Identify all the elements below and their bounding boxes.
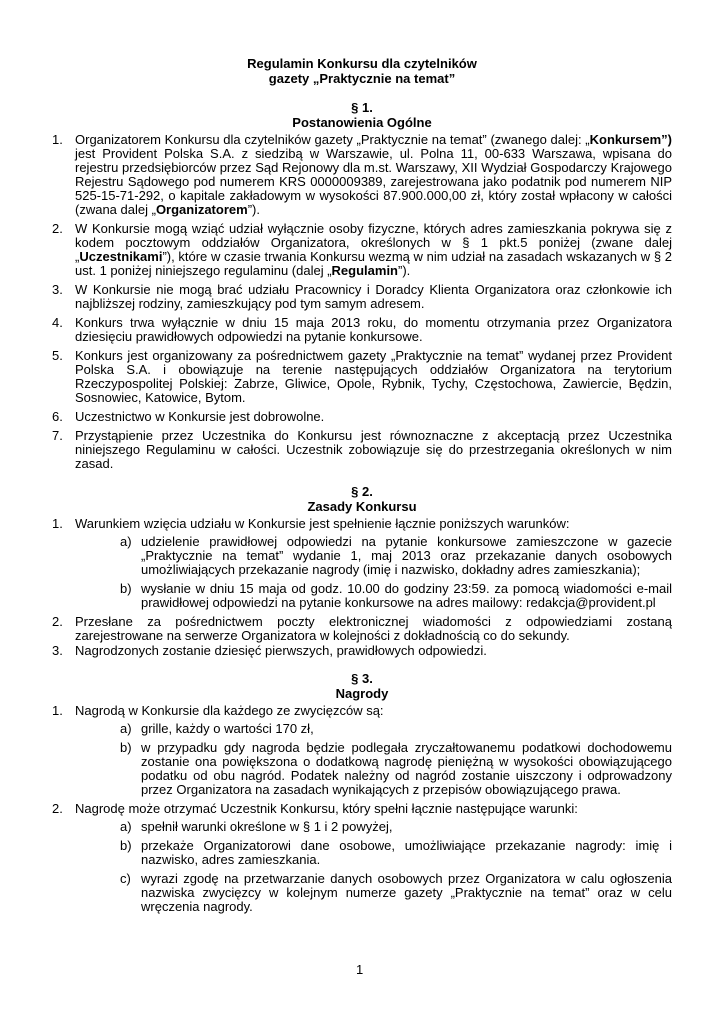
bold-term: Organizatorem [155, 202, 248, 217]
item-number: 1. [52, 516, 63, 531]
section-number: § 2. [351, 484, 373, 499]
section-number: § 3. [351, 671, 373, 686]
item-text [75, 644, 672, 658]
item-text [75, 517, 672, 615]
sub-item-text: przekaże Organizatorowi dane osobowe, umożliwiające przekazanie nagrody: imię i nazwisko, adres zamieszkania. [141, 838, 672, 867]
bold-term: Konkursem”) [589, 132, 672, 147]
page-number: 1 [356, 962, 364, 977]
document-page [52, 56, 672, 919]
item-number: 3. [52, 282, 63, 297]
text-segment: W Konkursie mogą wziąć udział wyłącznie osoby fizyczne, których adres zamieszkania pokrywa się z kodem pocztowym oddziałów Organizatora, określonych w § 1 pkt.5 poniżej (zwane dalej „ [75, 221, 672, 264]
item-number: 1. [52, 132, 63, 147]
sub-item-label: a) [120, 721, 132, 736]
list-item [52, 133, 672, 217]
section-header [52, 484, 672, 514]
list-item [52, 429, 672, 471]
list-item [52, 517, 672, 615]
bold-term: Regulamin [331, 263, 399, 278]
item-number: 5. [52, 348, 63, 363]
sub-item-label: b) [120, 581, 132, 596]
item-text [75, 283, 672, 311]
bold-term: Uczestnikami [79, 249, 163, 264]
list-item [52, 222, 672, 278]
sub-list [120, 535, 672, 610]
list-item [52, 802, 672, 919]
item-text [75, 222, 672, 278]
item-text [75, 133, 672, 217]
document-title [52, 56, 672, 86]
item-number: 4. [52, 315, 63, 330]
list-item [52, 644, 672, 658]
sub-item-label: a) [120, 819, 132, 834]
text-segment: Organizatorem Konkursu dla czytelników gazety „Praktycznie na temat” (zwanego dalej: „ [75, 132, 590, 147]
text-segment: Przystąpienie przez Uczestnika do Konkursu jest równoznaczne z akceptacją przez Uczestnika niniejszego Regulaminu w całości. Uczestnik zobowiązuje się do przestrzegania określonych w nim zasad. [75, 428, 672, 471]
sub-list [120, 820, 672, 914]
sub-item-label: b) [120, 740, 132, 755]
item-text [75, 316, 672, 344]
item-text [75, 704, 672, 802]
list-item [52, 410, 672, 424]
sub-item [120, 872, 672, 914]
section-header [52, 671, 672, 701]
sections [52, 100, 672, 919]
text-segment: ”). [398, 263, 411, 278]
text-segment: Konkurs trwa wyłącznie w dniu 15 maja 2013 roku, do momentu otrzymania przez Organizatora dziesięciu prawidłowych odpowiedzi na pytanie konkursowe. [75, 315, 672, 344]
sub-item [120, 839, 672, 867]
section-number: § 1. [351, 100, 373, 115]
item-text [75, 615, 672, 643]
text-segment: W Konkursie nie mogą brać udziału Pracownicy i Doradcy Klienta Organizatora oraz członkowie ich najbliższej rodziny, zamieszkujący pod tym samym adresem. [75, 282, 672, 311]
item-number: 3. [52, 643, 63, 658]
item-number: 2. [52, 614, 63, 629]
section-header [52, 100, 672, 130]
section-heading: Nagrody [335, 686, 389, 701]
sub-item-text: wysłanie w dniu 15 maja od godz. 10.00 do godziny 23:59. za pomocą wiadomości e-mail prawidłowej odpowiedzi na pytanie konkursowe na adres mailowy: redakcja@provident.pl [141, 581, 672, 610]
text-segment: Nagrodę może otrzymać Uczestnik Konkursu, który spełni łącznie następujące warunki: [75, 801, 578, 816]
text-segment: ”). [247, 202, 260, 217]
sub-item [120, 582, 672, 610]
text-segment: Nagrodzonych zostanie dziesięć pierwszych, prawidłowych odpowiedzi. [75, 643, 487, 658]
item-number: 6. [52, 409, 63, 424]
item-text [75, 349, 672, 405]
sub-item-label: b) [120, 838, 132, 853]
sub-item-text: w przypadku gdy nagroda będzie podlegała zryczałtowanemu podatkowi dochodowemu zostanie ona powiększona o dodatkową nagrodę pieniężną w wysokości obowiązującego podatku od obu nagród. Podatek należny od nagród zostanie uiszczony i odprowadzony przez Organizatora na zasadach wynikających z przepisów obowiązującego prawa. [141, 740, 672, 797]
sub-item [120, 741, 672, 797]
list-item [52, 283, 672, 311]
text-segment: Warunkiem wzięcia udziału w Konkursie jest spełnienie łącznie poniższych warunków: [75, 516, 570, 531]
item-number: 1. [52, 703, 63, 718]
sub-list [120, 722, 672, 797]
section-heading: Postanowienia Ogólne [292, 115, 432, 130]
text-segment: Nagrodą w Konkursie dla każdego ze zwycięzców są: [75, 703, 384, 718]
list-item [52, 704, 672, 802]
sub-item-text: wyrazi zgodę na przetwarzanie danych osobowych przez Organizatora w calu ogłoszenia nazwiska zwycięzcy w kolejnym numerze gazety „Praktycznie na temat” oraz w celu wręczenia nagrody. [141, 871, 672, 914]
sub-item-label: a) [120, 534, 132, 549]
sub-item-label: c) [120, 871, 131, 886]
item-number: 7. [52, 428, 63, 443]
sub-item [120, 535, 672, 577]
list-item [52, 316, 672, 344]
text-segment: jest Provident Polska S.A. z siedzibą w Warszawie, ul. Polna 11, 00-633 Warszawa, wpisana do rejestru przedsiębiorców przez Sąd Rejonowy dla m.st. Warszawy, XII Wydział Gospodarczy Krajowego Rejestru Sądowego pod numerem KRS 0000009389, zarejestrowana jako podatnik pod numerem NIP 525-15-71-292, o kapitale zakładowym w wysokości 87.900.000,00 zł, który został wpłacony w całości (zwana dalej „ [75, 146, 672, 217]
sub-item [120, 820, 672, 834]
section-heading: Zasady Konkursu [307, 499, 417, 514]
list-item [52, 615, 672, 643]
text-segment: Konkurs jest organizowany za pośrednictwem gazety „Praktycznie na temat” wydanej przez Provident Polska S.A. i obowiązuje na terenie następujących oddziałów Organizatora na terytorium Rzeczypospolitej Polskiej: Zabrze, Gliwice, Opole, Rybnik, Tychy, Częstochowa, Zawiercie, Będzin, Sosnowiec, Katowice, Bytom. [75, 348, 672, 405]
item-number: 2. [52, 801, 63, 816]
title-line: gazety „Praktycznie na temat” [268, 71, 456, 86]
sub-item-text: grille, każdy o wartości 170 zł, [141, 721, 314, 736]
item-text [75, 429, 672, 471]
list-item [52, 349, 672, 405]
text-segment: Przesłane za pośrednictwem poczty elektronicznej wiadomości z odpowiedziami zostaną zarejestrowane na serwerze Organizatora w kolejności z dokładnością co do sekundy. [75, 614, 672, 643]
item-number: 2. [52, 221, 63, 236]
sub-item-text: udzielenie prawidłowej odpowiedzi na pytanie konkursowe zamieszczone w gazecie „Praktycznie na temat” wydanie 1, maj 2013 oraz przekazanie danych osobowych umożliwiających przekazanie nagrody (imię i nazwisko, dokładny adres zamieszkania); [141, 534, 672, 577]
sub-item-text: spełnił warunki określone w § 1 i 2 powyżej, [141, 819, 393, 834]
item-text [75, 802, 672, 919]
item-text [75, 410, 672, 424]
text-segment: Uczestnictwo w Konkursie jest dobrowolne. [75, 409, 325, 424]
sub-item [120, 722, 672, 736]
title-line: Regulamin Konkursu dla czytelników [247, 56, 477, 71]
text-segment: ”), które w czasie trwania Konkursu wezmą w nim udział na zasadach wskazanych w § 2 ust. 1 poniżej niniejszego regulaminu (dalej „ [75, 249, 672, 278]
